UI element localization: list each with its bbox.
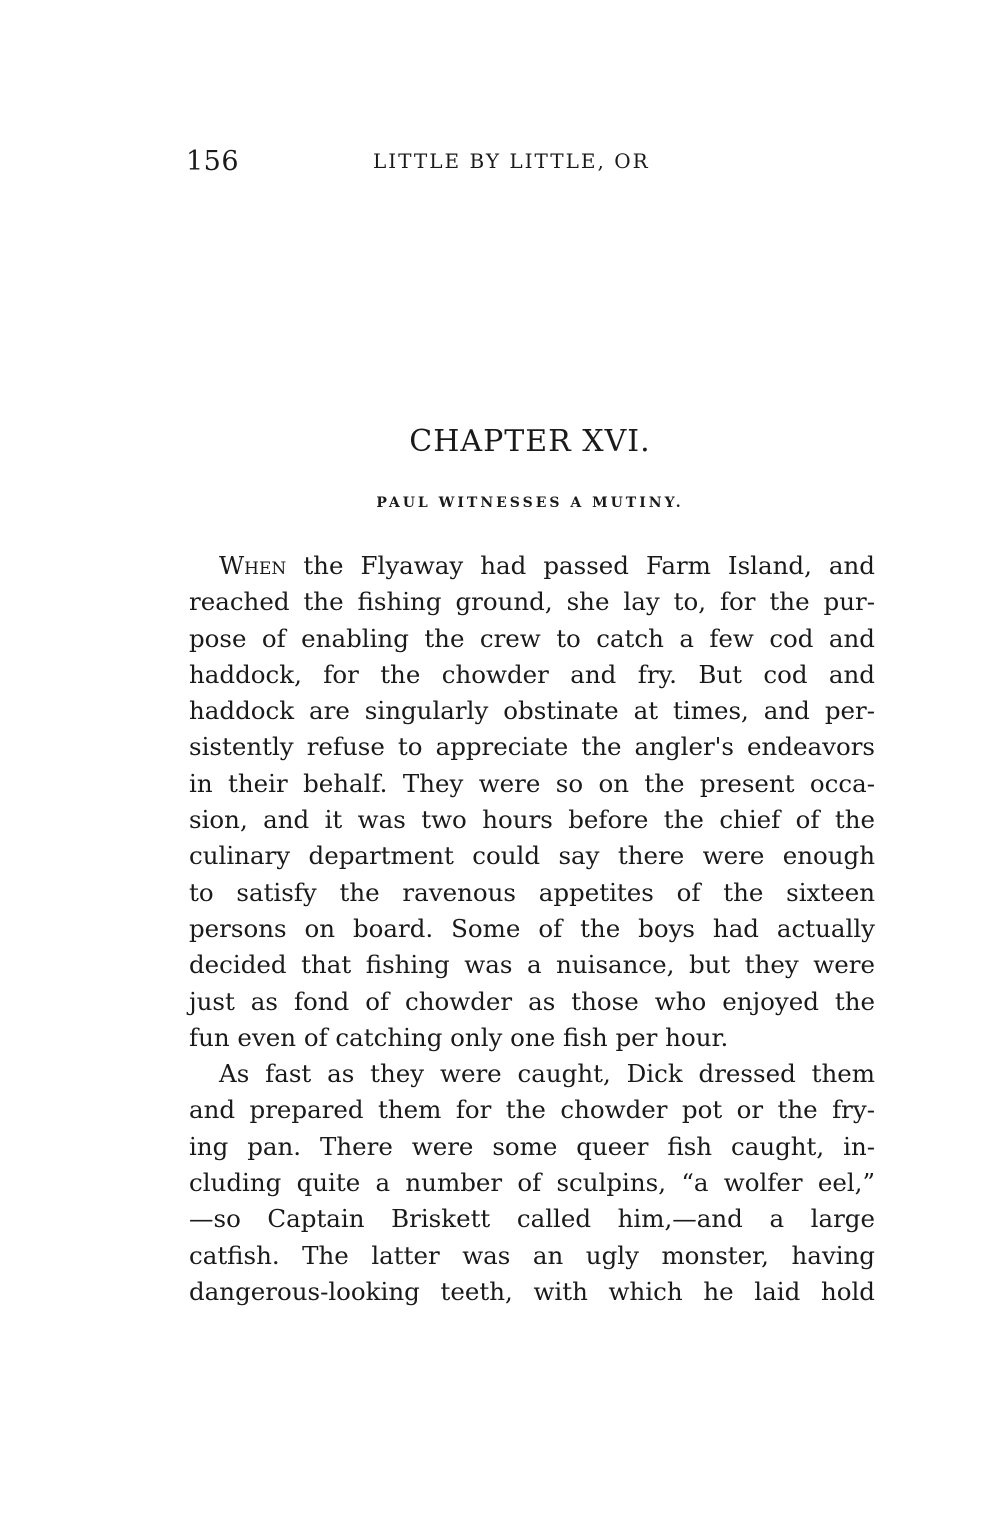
paragraph-2 (189, 1056, 875, 1310)
text-line: in their behalf. They were so on the present occa- (189, 768, 875, 798)
text-line: catfish. The latter was an ugly monster, having (189, 1240, 875, 1270)
paragraph-1 (189, 548, 875, 1056)
text-line: and prepared them for the chowder pot or the fry- (189, 1095, 875, 1125)
text-line-content: the Flyaway had passed Farm Island, and (286, 551, 875, 580)
text-line: As fast as they were caught, Dick dressed them (219, 1059, 875, 1089)
running-title: LITTLE BY LITTLE, OR (373, 149, 650, 173)
text-line: fun even of catching only one fish per hour. (189, 1022, 729, 1052)
text-line: —so Captain Briskett called him,—and a large (189, 1204, 875, 1234)
chapter-subtitle: PAUL WITNESSES A MUTINY. (376, 495, 684, 511)
text-line: dangerous-looking teeth, with which he laid hold (189, 1276, 875, 1306)
chapter-opening-word: When (219, 551, 287, 580)
text-line: reached the fishing ground, she lay to, for the pur- (189, 587, 875, 617)
text-line (189, 548, 875, 584)
text-line: haddock, for the chowder and fry. But cod and (189, 659, 875, 689)
text-line: sion, and it was two hours before the chief of the (189, 805, 875, 835)
body-text (189, 548, 875, 1310)
running-head (186, 146, 696, 182)
page-number: 156 (186, 146, 240, 177)
text-line: haddock are singularly obstinate at times, and per- (189, 696, 875, 726)
text-line: sistently refuse to appreciate the angler's endeavors (189, 732, 875, 762)
text-line: ing pan. There were some queer fish caught, in- (189, 1131, 875, 1161)
text-line: decided that fishing was a nuisance, but they were (189, 950, 875, 980)
text-line: to satisfy the ravenous appetites of the sixteen (189, 877, 875, 907)
text-line: just as fond of chowder as those who enjoyed the (189, 986, 875, 1016)
text-line: pose of enabling the crew to catch a few cod and (189, 623, 875, 653)
text-line: persons on board. Some of the boys had actually (189, 913, 875, 943)
chapter-heading: CHAPTER XVI. (409, 424, 651, 459)
text-line: culinary department could say there were enough (189, 841, 875, 871)
text-line: cluding quite a number of sculpins, “a wolfer eel,” (189, 1168, 875, 1198)
